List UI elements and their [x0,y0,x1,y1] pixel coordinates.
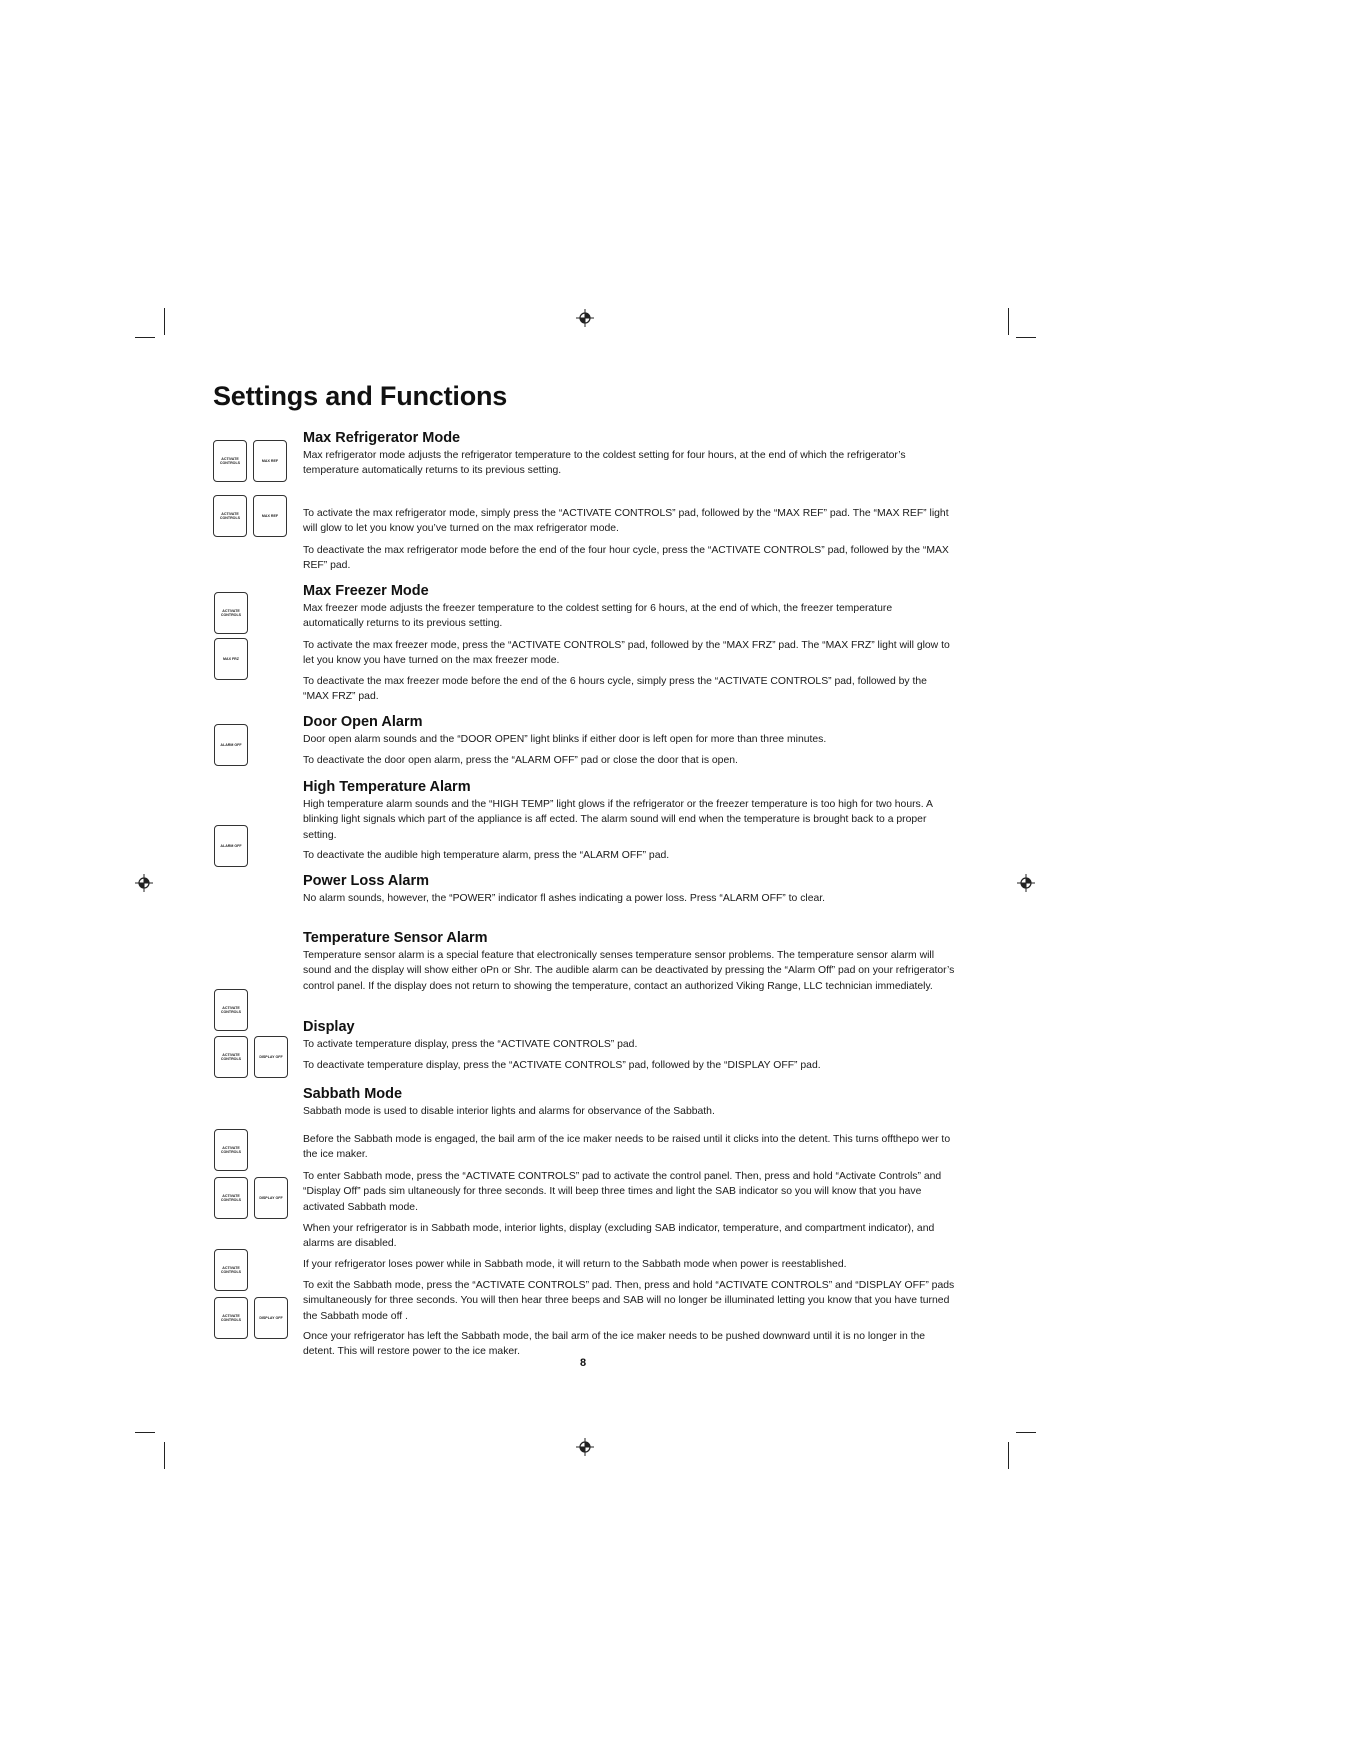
paragraph: To activate the max freezer mode, press the “ACTIVATE CONTROLS” pad, followed by the “MAX FRZ” pad. The “MAX FRZ” light will glow to let you know you have turned on the max freezer mode. [303,640,950,667]
registration-mark-icon [576,1438,594,1456]
registration-mark-icon [576,309,594,327]
section-title-max-refrigerator: Max Refrigerator Mode [303,430,461,446]
section-title-high-temperature-alarm: High Temperature Alarm [303,779,471,795]
crop-mark-bottom-right-horizontal [1016,1432,1036,1433]
paragraph: Max freezer mode adjusts the freezer temperature to the coldest setting for 6 hours, at the end of which, the freezer temperature automatically returns to its previous setting. [303,603,893,630]
paragraph: If your refrigerator loses power while in Sabbath mode, it will return to the Sabbath mode when power is reestablished. [303,1259,847,1270]
display-off-pad-icon: DISPLAY OFF [254,1036,288,1078]
activate-controls-pad-icon: ACTIVATE CONTROLS [214,1129,248,1171]
section-title-sabbath-mode: Sabbath Mode [303,1086,403,1102]
section-title-max-freezer: Max Freezer Mode [303,583,429,599]
crop-mark-bottom-left-horizontal [135,1432,155,1433]
paragraph: Door open alarm sounds and the “DOOR OPEN” light blinks if either door is left open for more than three minutes. [303,734,827,745]
activate-controls-pad-icon: ACTIVATE CONTROLS [214,1297,248,1339]
paragraph: To deactivate the max refrigerator mode before the end of the four hour cycle, press the “ACTIVATE CONTROLS” pad, followed by the “MAX REF” pad. [303,545,949,572]
activate-controls-pad-icon: ACTIVATE CONTROLS [214,989,248,1031]
max-ref-pad-icon: MAX REF [253,495,287,537]
max-ref-pad-icon: MAX REF [253,440,287,482]
paragraph: When your refrigerator is in Sabbath mode, interior lights, display (excluding SAB indicator, temperature, and compartment indicator), and alarms are disabled. [303,1223,935,1250]
paragraph: Once your refrigerator has left the Sabbath mode, the bail arm of the ice maker needs to be pushed downward until it is no longer in the detent. This will restore power to the ice maker. [303,1331,926,1358]
registration-mark-icon [1017,874,1035,892]
paragraph: To deactivate the door open alarm, press the “ALARM OFF” pad or close the door that is open. [303,755,738,766]
activate-controls-pad-icon: ACTIVATE CONTROLS [213,495,247,537]
activate-controls-pad-icon: ACTIVATE CONTROLS [214,1036,248,1078]
page-title: Settings and Functions [213,381,508,411]
alarm-off-pad-icon: ALARM OFF [214,724,248,766]
paragraph: To exit the Sabbath mode, press the “ACTIVATE CONTROLS” pad. Then, press and hold “ACTIVATE CONTROLS” and “DISPLAY OFF” pads simultaneously for three seconds. You will then hear three beeps and SAB will no longer be illuminated letting you know that you have turned the Sabbath mode off . [303,1280,955,1322]
crop-mark-bottom-left-vertical [164,1442,165,1469]
display-off-pad-icon: DISPLAY OFF [254,1177,288,1219]
paragraph: To activate temperature display, press the “ACTIVATE CONTROLS” pad. [303,1039,638,1050]
paragraph: No alarm sounds, however, the “POWER” indicator fl ashes indicating a power loss. Press “ALARM OFF” to clear. [303,893,826,904]
section-title-display: Display [303,1019,355,1035]
paragraph: Sabbath mode is used to disable interior lights and alarms for observance of the Sabbath. [303,1106,715,1117]
section-title-power-loss-alarm: Power Loss Alarm [303,873,429,889]
paragraph: High temperature alarm sounds and the “HIGH TEMP” light glows if the refrigerator or the freezer temperature is too high for two hours. A blinking light signals which part of the appliance is aff ected. The alarm sound will end when the temperature is brought back to a proper setting. [303,799,933,841]
paragraph: Temperature sensor alarm is a special feature that electronically senses temperature sensor problems. The temperature sensor alarm will sound and the display will show either oPn or Shr. The audible alarm can be deactivated by pressing the “Alarm Off” pad on your refrigerator’s control panel. If the display does not return to showing the temperature, contact an authorized Viking Range, LLC technician immediately. [303,950,955,992]
section-title-temperature-sensor-alarm: Temperature Sensor Alarm [303,930,488,946]
crop-mark-top-left-horizontal [135,337,155,338]
activate-controls-pad-icon: ACTIVATE CONTROLS [213,440,247,482]
crop-mark-top-right-vertical [1008,308,1009,335]
activate-controls-pad-icon: ACTIVATE CONTROLS [214,1249,248,1291]
max-frz-pad-icon: MAX FRZ [214,638,248,680]
display-off-pad-icon: DISPLAY OFF [254,1297,288,1339]
activate-controls-pad-icon: ACTIVATE CONTROLS [214,592,248,634]
crop-mark-bottom-right-vertical [1008,1442,1009,1469]
paragraph: To deactivate the max freezer mode before the end of the 6 hours cycle, simply press the “ACTIVATE CONTROLS” pad, followed by the “MAX FRZ” pad. [303,676,927,703]
paragraph: To activate the max refrigerator mode, simply press the “ACTIVATE CONTROLS” pad, followed by the “MAX REF” pad. The “MAX REF” light will glow to let you know you’ve turned on the max refrigerator mode. [303,508,949,535]
paragraph: To enter Sabbath mode, press the “ACTIVATE CONTROLS” pad to activate the control panel. Then, press and hold “Activate Controls” and “Display Off” pads sim ultaneously for three seconds. It will beep three times and light the SAB indicator so you will know that you have activated Sabbath mode. [303,1171,942,1213]
paragraph: Before the Sabbath mode is engaged, the bail arm of the ice maker needs to be raised until it clicks into the detent. This turns offthepo wer to the ice maker. [303,1134,951,1161]
paragraph: Max refrigerator mode adjusts the refrigerator temperature to the coldest setting for four hours, at the end of which the refrigerator’s temperature automatically returns to its previous setting. [303,450,906,477]
activate-controls-pad-icon: ACTIVATE CONTROLS [214,1177,248,1219]
crop-mark-top-right-horizontal [1016,337,1036,338]
section-title-door-open-alarm: Door Open Alarm [303,714,423,730]
crop-mark-top-left-vertical [164,308,165,335]
alarm-off-pad-icon: ALARM OFF [214,825,248,867]
registration-mark-icon [135,874,153,892]
paragraph: To deactivate temperature display, press the “ACTIVATE CONTROLS” pad, followed by the “DISPLAY OFF” pad. [303,1060,821,1071]
page-number: 8 [580,1357,587,1369]
paragraph: To deactivate the audible high temperature alarm, press the “ALARM OFF” pad. [303,850,670,861]
